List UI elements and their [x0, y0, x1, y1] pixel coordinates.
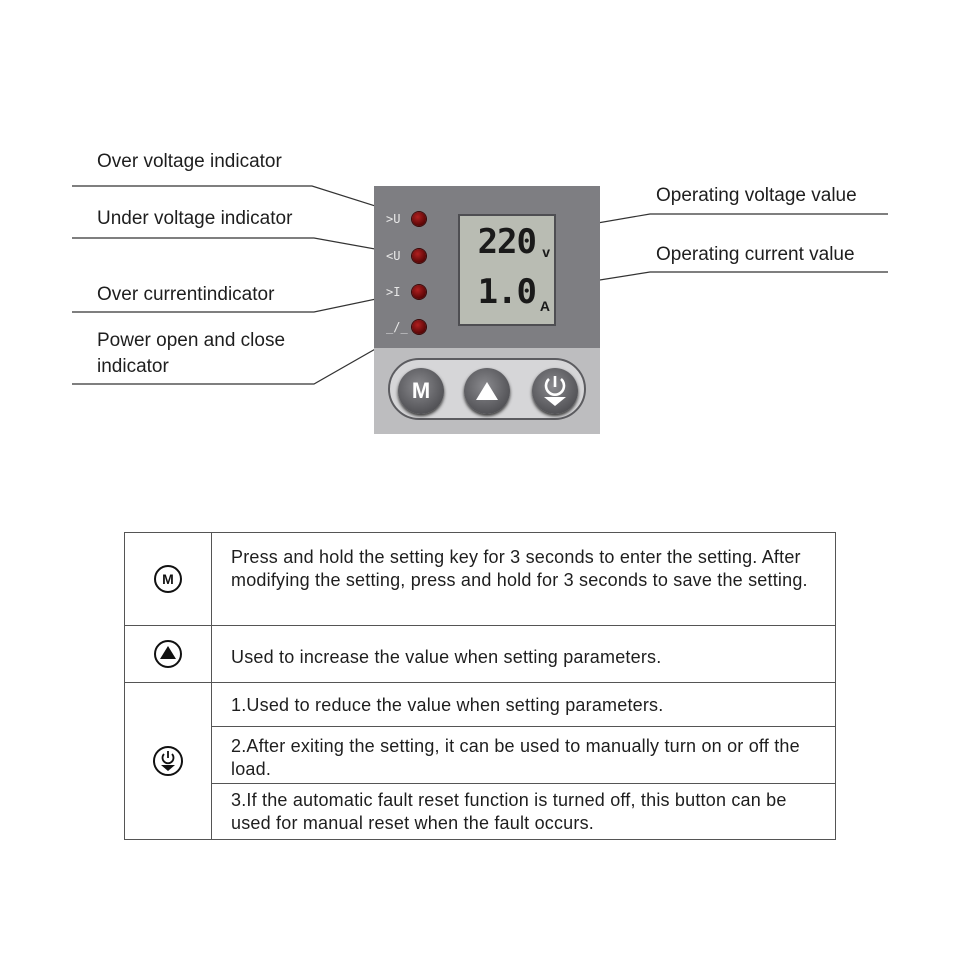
lcd-display: [458, 214, 556, 326]
indicator-over-current-label: >I: [386, 285, 401, 299]
indicator-over-voltage-label: >U: [386, 212, 401, 226]
table-divider: [211, 533, 212, 839]
row-divider: [125, 625, 835, 626]
row-divider: [125, 682, 835, 683]
up-button[interactable]: [464, 368, 510, 414]
subrow-divider: [211, 783, 835, 784]
led-icon: [412, 320, 426, 334]
table-row-power-icon-cell: [125, 683, 211, 839]
item-text: After exiting the setting, it can be used to manually turn on or off the load.: [231, 736, 800, 779]
item-number: 2.: [231, 736, 247, 756]
label-over-voltage: Over voltage indicator: [97, 151, 282, 172]
led-icon: [412, 285, 426, 299]
item-number: 3.: [231, 790, 247, 810]
label-over-current: Over currentindicator: [97, 284, 275, 305]
indicator-over-voltage: [382, 210, 432, 230]
power-down-icon: [540, 374, 570, 408]
protector-device: [374, 186, 600, 434]
indicator-under-voltage: [382, 247, 432, 267]
current-readout: 1.0: [477, 272, 536, 312]
up-arrow-button-icon: [153, 639, 183, 669]
indicator-under-voltage-label: <U: [386, 249, 401, 263]
label-current-value: Operating current value: [656, 244, 855, 265]
indicator-power-label: _/_: [386, 320, 408, 334]
label-voltage-value: Operating voltage value: [656, 185, 857, 206]
label-power-indicator: Power open and close indicator: [97, 330, 286, 377]
table-row-up-text: Used to increase the value when setting parameters.: [231, 647, 662, 667]
item-number: 1.: [231, 695, 247, 715]
power-down-button[interactable]: [532, 368, 578, 414]
button-frame: [388, 358, 586, 420]
device-face: [374, 186, 600, 348]
subrow-divider: [211, 726, 835, 727]
led-icon: [412, 249, 426, 263]
table-row-power-item-3: [231, 789, 831, 835]
leader-under-voltage: [72, 238, 414, 256]
button-function-table: [124, 532, 836, 840]
table-row-power-item-1: [231, 694, 831, 717]
item-text: If the automatic fault reset function is turned off, this button can be used for manual reset when the fault occurs.: [231, 790, 787, 833]
m-button-icon: [154, 565, 182, 593]
voltage-readout: 220: [477, 222, 536, 262]
table-row-up-icon-cell: [125, 626, 211, 682]
current-unit: A: [539, 298, 550, 314]
voltage-unit: v: [542, 244, 550, 260]
m-icon-letter: M: [162, 571, 174, 587]
up-arrow-icon: [474, 380, 500, 402]
item-text: Used to reduce the value when setting parameters.: [246, 695, 664, 715]
table-row-power-item-2: [231, 735, 831, 781]
label-under-voltage: Under voltage indicator: [97, 208, 293, 229]
indicator-power: [382, 318, 432, 338]
indicator-over-current: [382, 283, 432, 303]
table-row-m-icon-cell: [125, 533, 211, 625]
mode-button[interactable]: M: [398, 368, 444, 414]
table-row-m-text: Press and hold the setting key for 3 seconds to enter the setting. After modifying the setting, press and hold for 3 seconds to save the setting.: [231, 547, 808, 590]
power-down-button-icon: [152, 745, 184, 777]
led-icon: [412, 212, 426, 226]
